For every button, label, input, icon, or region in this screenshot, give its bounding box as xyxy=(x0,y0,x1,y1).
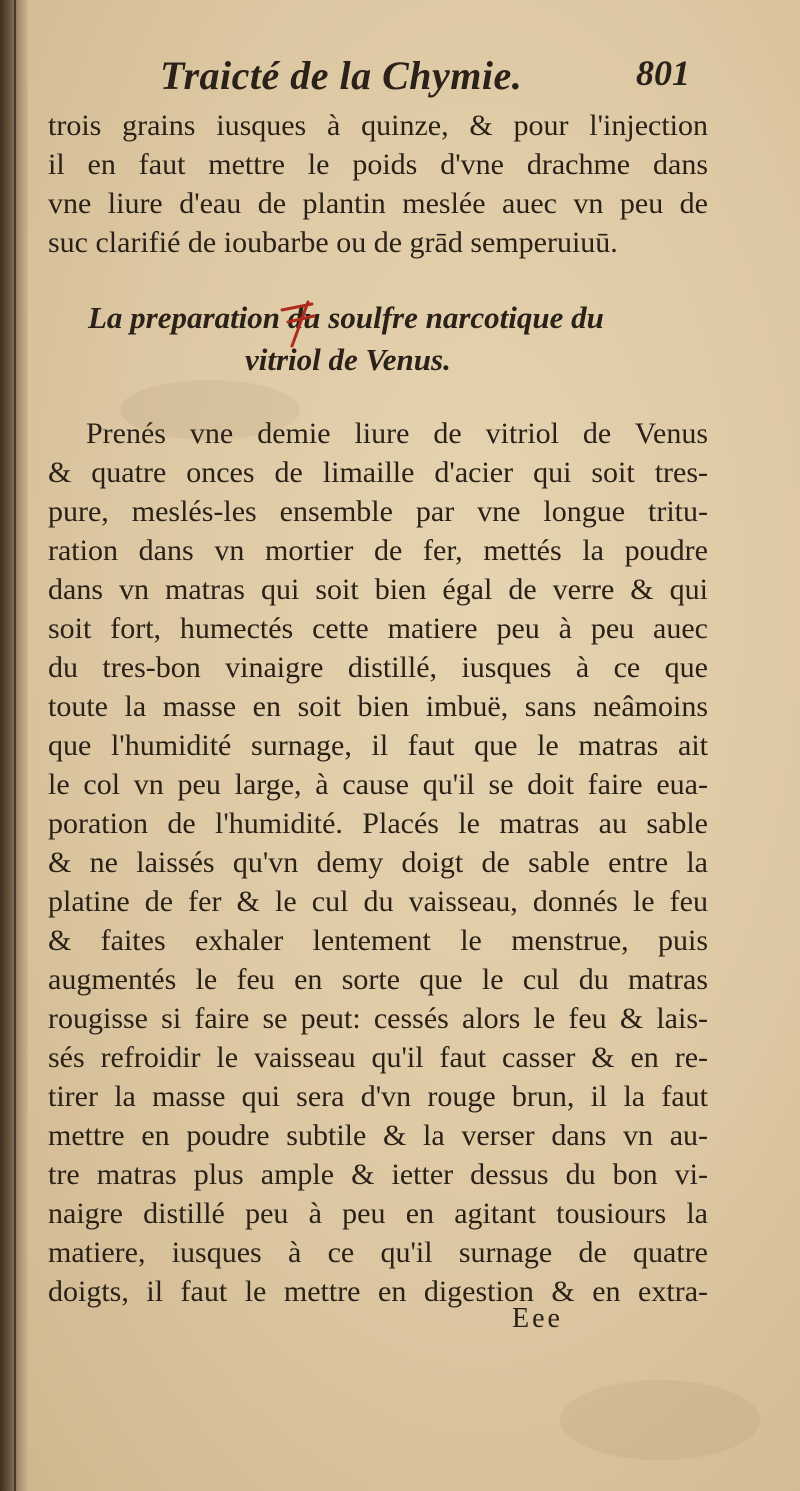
gutter-edge xyxy=(14,0,16,1491)
text-line: tre matras plus ample & ietter dessus du bon vi- xyxy=(48,1158,708,1191)
text-line: & ne laissés qu'vn demy doigt de sable entre la xyxy=(48,846,708,879)
page-gutter xyxy=(0,0,28,1491)
paper-stain xyxy=(560,1380,760,1460)
text-line: matiere, iusques à ce qu'il surnage de quatre xyxy=(48,1236,708,1269)
text-line: du tres-bon vinaigre distillé, iusques à ce que xyxy=(48,651,708,684)
text-line: platine de fer & le cul du vaisseau, donnés le feu xyxy=(48,885,708,918)
text-line: vne liure d'eau de plantin meslée auec vn peu de xyxy=(48,187,708,220)
text-line: augmentés le feu en sorte que le cul du matras xyxy=(48,963,708,996)
text-block-main xyxy=(48,414,708,1311)
text-line: naigre distillé peu à peu en agitant tousiours la xyxy=(48,1197,708,1230)
red-pen-correction-mark xyxy=(278,300,318,348)
heading-line-1: La preparation du soulfre narcotique du xyxy=(88,300,604,335)
text-line: ration dans vn mortier de fer, mettés la poudre xyxy=(48,534,708,567)
text-line: & faites exhaler lentement le menstrue, puis xyxy=(48,924,708,957)
text-line: doigts, il faut le mettre en digestion & en extra- xyxy=(48,1275,708,1308)
text-line: Prenés vne demie liure de vitriol de Venus xyxy=(86,417,708,450)
text-line: pure, meslés-les ensemble par vne longue tritu- xyxy=(48,495,708,528)
text-line: le col vn peu large, à cause qu'il se doit faire eua- xyxy=(48,768,708,801)
text-line: mettre en poudre subtile & la verser dans vn au- xyxy=(48,1119,708,1152)
text-line: tirer la masse qui sera d'vn rouge brun, il la faut xyxy=(48,1080,708,1113)
signature-mark: Eee xyxy=(512,1303,563,1334)
text-line: & quatre onces de limaille d'acier qui soit tres- xyxy=(48,456,708,489)
text-line: rougisse si faire se peut: cessés alors le feu & lais- xyxy=(48,1002,708,1035)
text-block-top xyxy=(48,106,708,262)
text-line: il en faut mettre le poids d'vne drachme dans xyxy=(48,148,708,181)
text-line: soit fort, humectés cette matiere peu à peu auec xyxy=(48,612,708,645)
text-line: sés refroidir le vaisseau qu'il faut casser & en re- xyxy=(48,1041,708,1074)
text-line: poration de l'humidité. Placés le matras au sable xyxy=(48,807,708,840)
page-header xyxy=(0,52,800,102)
text-line: dans vn matras qui soit bien égal de verre & qui xyxy=(48,573,708,606)
running-head: Traicté de la Chymie. xyxy=(160,53,523,98)
heading-line-2: vitriol de Venus. xyxy=(245,342,451,377)
text-line: suc clarifié de ioubarbe ou de grād semperuiuū. xyxy=(48,226,618,259)
text-line: que l'humidité surnage, il faut que le matras ait xyxy=(48,729,708,762)
page-number: 801 xyxy=(636,53,690,93)
text-line: toute la masse en soit bien imbuë, sans neâmoins xyxy=(48,690,708,723)
text-line: trois grains iusques à quinze, & pour l'injection xyxy=(48,109,708,142)
